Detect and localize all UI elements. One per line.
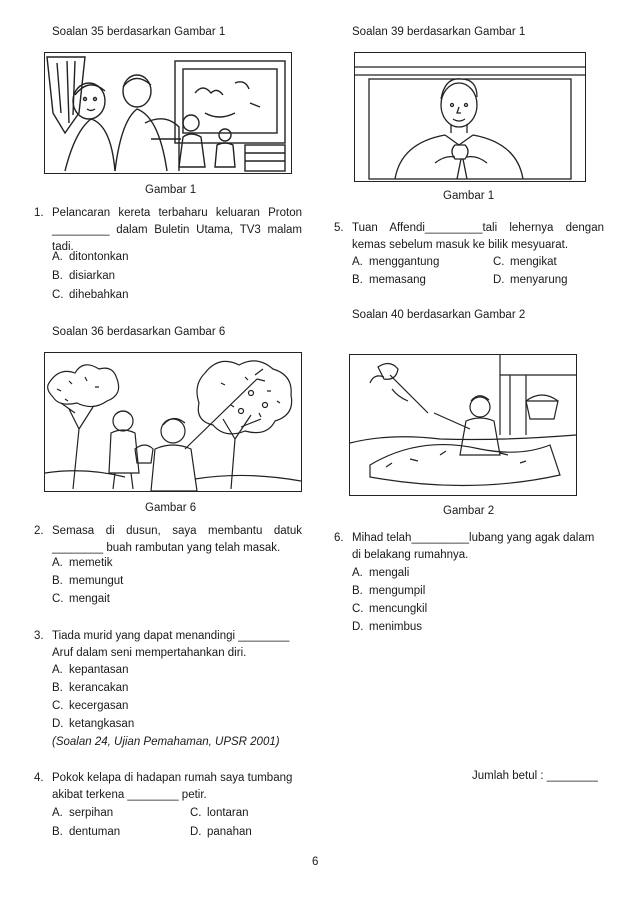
question-stem	[52, 628, 302, 662]
option-text: menggantung	[369, 256, 440, 268]
page-number: 6	[312, 856, 319, 868]
option-text: kepantasan	[69, 664, 129, 676]
option-c[interactable]: C. lontaran	[190, 807, 249, 819]
option-text: menyarung	[510, 274, 568, 286]
option-a[interactable]: A. ditontonkan	[52, 251, 129, 263]
option-text: ketangkasan	[69, 718, 135, 730]
option-text: dentuman	[69, 826, 121, 838]
question-6	[334, 530, 604, 564]
question-5	[334, 220, 604, 254]
option-text: mengumpil	[369, 585, 426, 597]
figure-gambar-6-orchard	[44, 352, 302, 492]
figure-gambar-1-man-tie	[354, 52, 586, 182]
option-text: memungut	[69, 575, 124, 587]
question-stem	[52, 523, 302, 557]
option-b[interactable]: B. disiarkan	[52, 270, 116, 282]
option-a[interactable]: A. menggantung	[352, 256, 440, 268]
option-b[interactable]: B. kerancakan	[52, 682, 129, 694]
stem-line: Pelancaran kereta terbaharu keluaran Proton	[52, 207, 302, 219]
question-2	[34, 523, 302, 557]
option-b[interactable]: B. mengumpil	[352, 585, 426, 597]
stem-line: Tiada murid yang dapat menandingi ________	[52, 630, 290, 642]
option-text: disiarkan	[69, 270, 116, 282]
stem-line: Pokok kelapa di hadapan rumah saya tumbang	[52, 772, 293, 784]
option-c[interactable]: C. dihebahkan	[52, 289, 129, 301]
option-text: ditontonkan	[69, 251, 129, 263]
option-text: kerancakan	[69, 682, 129, 694]
score-total-field[interactable]: Jumlah betul : ________	[472, 770, 598, 782]
option-a[interactable]: A. kepantasan	[52, 664, 129, 676]
stem-line: di belakang rumahnya.	[352, 549, 469, 561]
option-text: mencungkil	[369, 603, 428, 615]
question-number: 5.	[334, 222, 344, 234]
option-a[interactable]: A. mengali	[352, 567, 410, 579]
source-note: (Soalan 24, Ujian Pemahaman, UPSR 2001)	[52, 736, 280, 748]
heading-soalan-39: Soalan 39 berdasarkan Gambar 1	[352, 26, 526, 38]
heading-soalan-35: Soalan 35 berdasarkan Gambar 1	[52, 26, 226, 38]
option-text: kecergasan	[69, 700, 129, 712]
question-number: 3.	[34, 630, 44, 642]
figure-gambar-2-digging	[349, 354, 577, 496]
caption-gambar-1-left: Gambar 1	[145, 184, 197, 196]
option-text: dihebahkan	[69, 289, 129, 301]
heading-soalan-40: Soalan 40 berdasarkan Gambar 2	[352, 309, 526, 321]
option-text: lontaran	[207, 807, 249, 819]
question-number: 6.	[334, 532, 344, 544]
stem-line: Mihad telah_________lubang yang agak dalam	[352, 532, 595, 544]
option-d[interactable]: D. panahan	[190, 826, 252, 838]
option-c[interactable]: C. mengait	[52, 593, 110, 605]
figure-gambar-1-tv	[44, 52, 292, 174]
heading-soalan-36: Soalan 36 berdasarkan Gambar 6	[52, 326, 226, 338]
stem-line: ________ buah rambutan yang telah masak.	[52, 542, 281, 554]
option-text: menimbus	[369, 621, 423, 633]
option-text: mengali	[369, 567, 410, 579]
option-text: memetik	[69, 557, 113, 569]
option-text: serpihan	[69, 807, 114, 819]
question-number: 4.	[34, 772, 44, 784]
stem-line: Tuan Affendi_________tali lehernya dengan	[352, 222, 604, 234]
option-b[interactable]: B. dentuman	[52, 826, 121, 838]
option-d[interactable]: D. ketangkasan	[52, 718, 135, 730]
stem-line: akibat terkena ________ petir.	[52, 789, 207, 801]
question-3	[34, 628, 302, 662]
question-number: 2.	[34, 525, 44, 537]
stem-line: Semasa di dusun, saya membantu datuk	[52, 525, 302, 537]
question-number: 1.	[34, 207, 44, 219]
option-c[interactable]: C. mencungkil	[352, 603, 428, 615]
caption-gambar-6: Gambar 6	[145, 502, 197, 514]
option-c[interactable]: C. kecergasan	[52, 700, 129, 712]
option-b[interactable]: B. memungut	[52, 575, 124, 587]
option-text: memasang	[369, 274, 426, 286]
caption-gambar-2: Gambar 2	[443, 505, 495, 517]
question-stem	[52, 770, 302, 804]
option-text: mengikat	[510, 256, 557, 268]
stem-line: _________ dalam Buletin Utama, TV3 malam	[52, 224, 302, 236]
question-stem	[352, 220, 604, 254]
question-4	[34, 770, 302, 804]
option-d[interactable]: D. menyarung	[493, 274, 568, 286]
question-stem	[352, 530, 604, 564]
stem-line: kemas sebelum masuk ke bilik mesyuarat.	[352, 239, 569, 251]
stem-line: Aruf dalam seni mempertahankan diri.	[52, 647, 247, 659]
option-a[interactable]: A. memetik	[52, 557, 113, 569]
stem-line: tadi.	[52, 241, 74, 253]
option-text: panahan	[207, 826, 252, 838]
caption-gambar-1-right: Gambar 1	[443, 190, 495, 202]
option-d[interactable]: D. menimbus	[352, 621, 423, 633]
option-text: mengait	[69, 593, 110, 605]
option-b[interactable]: B. memasang	[352, 274, 426, 286]
question-stem	[52, 205, 302, 256]
option-a[interactable]: A. serpihan	[52, 807, 114, 819]
option-c[interactable]: C. mengikat	[493, 256, 557, 268]
